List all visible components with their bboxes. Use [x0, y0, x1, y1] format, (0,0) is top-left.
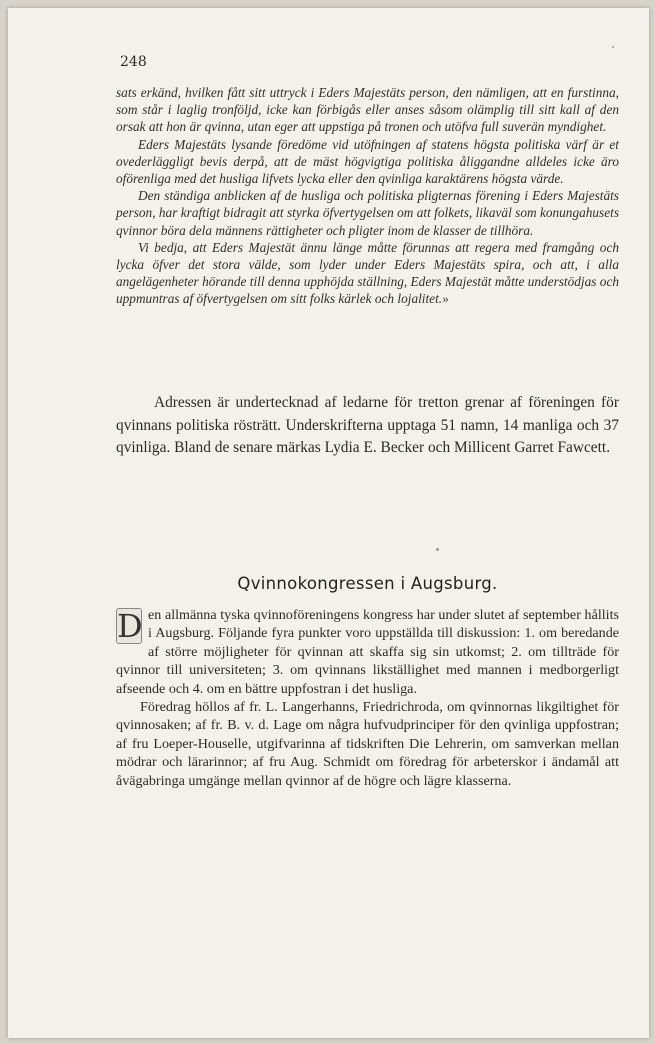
body-paragraph-text: en allmänna tyska qvinnoföreningens kongress har under slutet af september hållits i Augsburg. Följande fyra punkter voro uppställda till diskussion: 1. om beredande af större möjligheter för qvinnan att skaffa sig sin utkomst; 2. om tillträde för qvinnor till universiteten; 3. om qvinnans likställighet med mannen i medborgerligt afseende och 4. om en bättre uppfostran i det husliga.	[116, 607, 619, 697]
paper-speck	[436, 548, 439, 551]
section-title: Qvinnokongressen i Augsburg.	[237, 574, 498, 593]
body-paragraph: Föredrag höllos af fr. L. Langerhanns, Friedrichroda, om qvinnornas likgiltighet för qvinnosaken; af fr. B. v. d. Lage om några hufvudprinciper för den qvinliga uppfostran; af fru Loeper-Houselle, utgifvarinna af tidskriften Die Lehrerin, om samverkan mellan mödrar och lärarinnor; af fru Aug. Schmidt om föredrag för arbeterskor i ändamål att åvägabringa umgänge mellan qvinnor af de högre och lägre klasserna.	[116, 699, 619, 789]
body-paragraph	[116, 606, 619, 698]
book-page	[8, 8, 649, 1038]
page-number: 248	[120, 54, 147, 70]
adress-paragraph: Adressen är undertecknad af ledarne för tretton grenar af föreningen för qvinnans politiska rösträtt. Underskrifterna upptaga 51 namn, 14 manliga och 37 qvinliga. Bland de senare märkas Lydia E. Becker och Millicent Garret Fawcett.	[116, 394, 619, 457]
quote-paragraph: Den ständiga anblicken af de husliga och politiska pligternas förening i Eders Majestäts person, har kraftigt bidragit att styrka öfvertygelsen om att folkets, likaväl som konungahusets qvinnor böra dela männens rättigheter och pligter inom de klasser de tillhöra.	[116, 188, 619, 238]
dropcap-initial: D	[117, 607, 143, 645]
quote-paragraph: Eders Majestäts lysande föredöme vid utöfningen af statens högsta politiska värf är et ovederläggligt bevis derpå, att de mäst högvigtiga politiska åliggandne alldeles icke äro oförenliga med det husliga lifvets lycka eller den qvinliga karaktärens högsta värde.	[116, 136, 619, 187]
section-body	[116, 606, 619, 790]
quote-paragraph: Vi bedja, att Eders Majestät ännu länge måtte förunnas att regera med framgång och lycka öfver det stora välde, som lyder under Eders Majestäts spira, och att, i alla angelägenheter hörande till denna upphöjda ställning, Eders Majestät måtte understödjas och uppmuntras af öfvertygelsen om sitt folks kärlek och lojalitet.»	[116, 239, 619, 307]
quoted-address-text	[116, 84, 619, 308]
paper-speck	[612, 46, 614, 48]
quote-paragraph: sats erkänd, hvilken fått sitt uttryck i Eders Majestäts person, den nämligen, att en furstinna, som står i laglig tronföljd, icke kan förbigås eller anses såsom olämplig till sitt kall af den orsak att hon är qvinna, utan eger att uppstiga på tronen och utöfva full suverän myndighet.	[116, 85, 619, 135]
